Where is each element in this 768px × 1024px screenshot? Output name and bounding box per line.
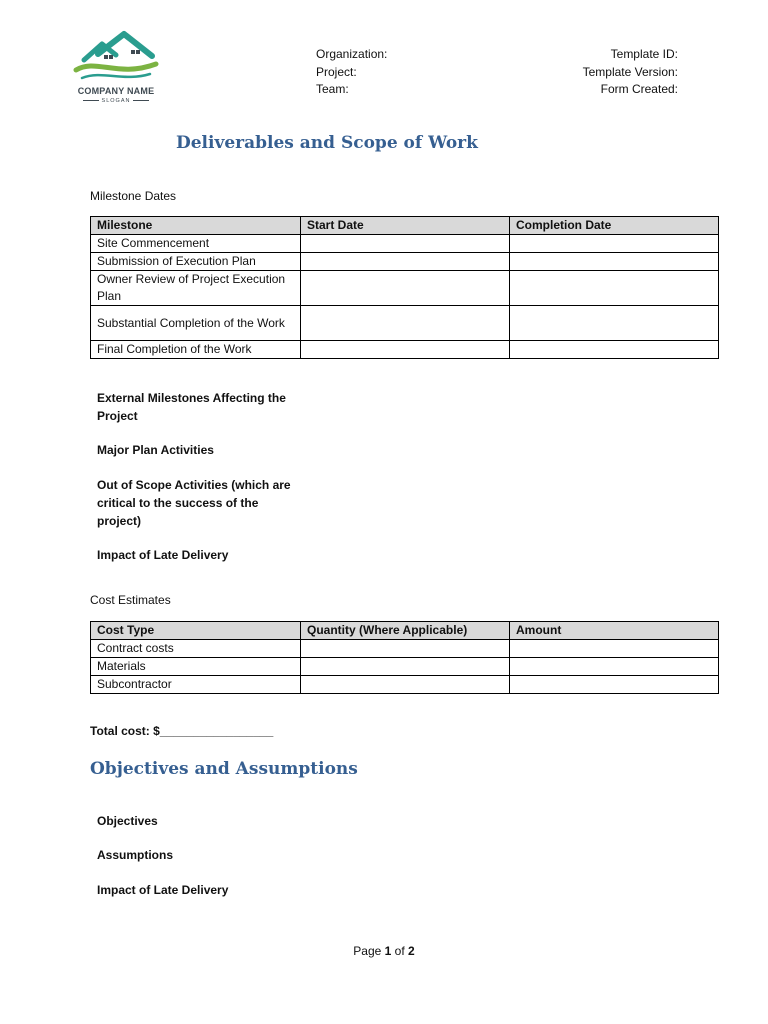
team-label: Team: [316,82,349,96]
column-header: Milestone [91,217,301,235]
company-logo [68,24,164,116]
section-title-objectives: Objectives and Assumptions [90,759,358,779]
table-row [91,341,719,359]
column-header: Completion Date [510,217,719,235]
column-header: Quantity (Where Applicable) [301,622,510,640]
header-meta-left [316,46,387,99]
column-header: Amount [510,622,719,640]
milestone-cell: Substantial Completion of the Work [91,306,301,341]
total-cost-field[interactable]: Total cost: $_________________ [90,724,274,738]
section-title-deliverables: Deliverables and Scope of Work [176,133,478,153]
table-row [91,658,719,676]
quantity-cell[interactable] [301,676,510,694]
house-logo-icon [68,24,164,86]
amount-cell[interactable] [510,676,719,694]
table-header-row [91,217,719,235]
template-version-label: Template Version: [582,64,678,79]
column-header: Cost Type [91,622,301,640]
cost-type-cell: Subcontractor [91,676,301,694]
table-row [91,640,719,658]
column-header: Start Date [301,217,510,235]
company-slogan: SLOGAN [68,98,164,104]
page-word: Page [353,944,382,958]
start-date-cell[interactable] [301,235,510,253]
table-row [91,235,719,253]
template-id-label: Template ID: [610,47,678,61]
assumptions-label: Assumptions [97,848,174,862]
table-header-row [91,622,719,640]
cost-type-cell: Contract costs [91,640,301,658]
start-date-cell[interactable] [301,306,510,341]
table-row [91,306,719,341]
current-page-number: 1 [384,944,392,958]
page-footer [0,944,768,958]
milestone-cell: Owner Review of Project Execution Plan [91,271,301,306]
milestone-cell: Site Commencement [91,235,301,253]
company-name: COMPANY NAME [77,86,155,96]
total-pages-number: 2 [408,944,415,958]
project-label: Project: [316,64,357,79]
of-word: of [394,944,405,958]
out-of-scope-label: Out of Scope Activities (which are critical to the success of the project) [97,478,291,528]
start-date-cell[interactable] [301,271,510,306]
milestone-table [90,216,719,359]
quantity-cell[interactable] [301,640,510,658]
completion-date-cell[interactable] [510,306,719,341]
milestone-cell: Final Completion of the Work [91,341,301,359]
table-row [91,676,719,694]
amount-cell[interactable] [510,640,719,658]
table-row [91,271,719,306]
completion-date-cell[interactable] [510,253,719,271]
external-milestones-label: External Milestones Affecting the Project [97,391,286,423]
completion-date-cell[interactable] [510,235,719,253]
cost-table [90,621,719,694]
organization-label: Organization: [316,47,388,61]
completion-date-cell[interactable] [510,271,719,306]
start-date-cell[interactable] [301,253,510,271]
completion-date-cell[interactable] [510,341,719,359]
cost-type-cell: Materials [91,658,301,676]
header-meta-right [583,46,678,99]
table-row [91,253,719,271]
major-plan-activities-label: Major Plan Activities [97,443,214,457]
form-created-label: Form Created: [600,82,678,96]
start-date-cell[interactable] [301,341,510,359]
impact-late-delivery-label: Impact of Late Delivery [97,548,229,562]
quantity-cell[interactable] [301,658,510,676]
impact-late-delivery-label-2: Impact of Late Delivery [97,883,229,897]
milestone-dates-heading: Milestone Dates [90,189,177,203]
amount-cell[interactable] [510,658,719,676]
milestone-cell: Submission of Execution Plan [91,253,301,271]
objectives-label: Objectives [97,814,158,828]
cost-estimates-heading: Cost Estimates [90,593,171,607]
